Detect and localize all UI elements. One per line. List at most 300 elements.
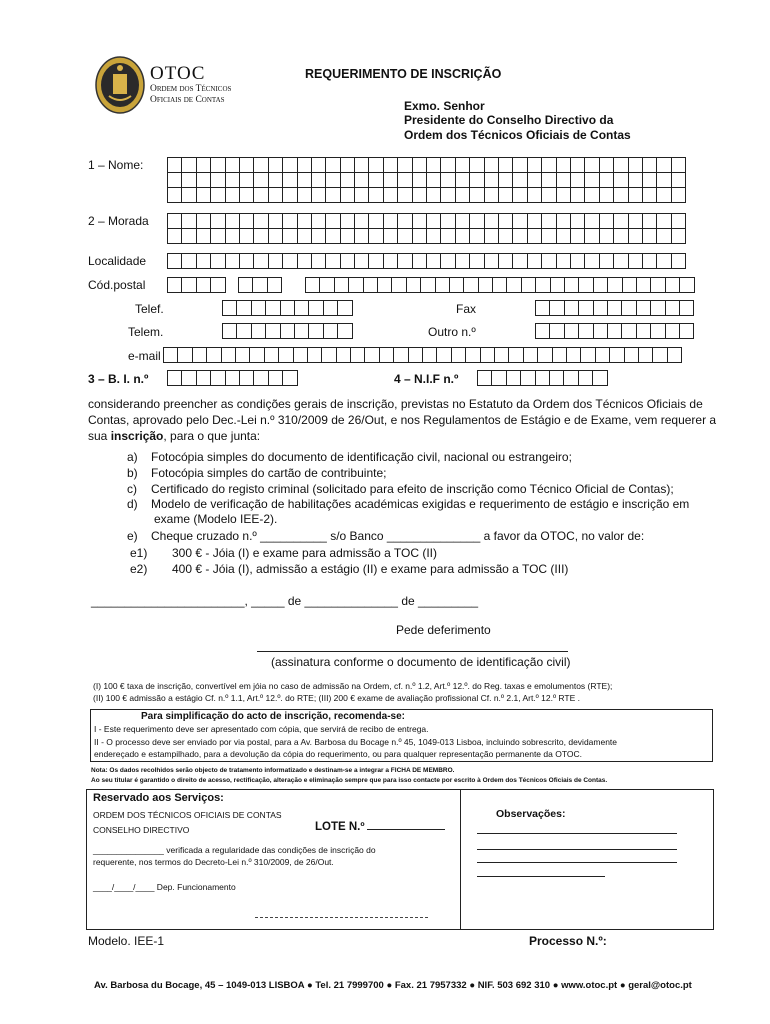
- char-cell[interactable]: [196, 228, 211, 244]
- char-cell[interactable]: [656, 172, 671, 188]
- char-cell[interactable]: [480, 347, 495, 363]
- char-cell[interactable]: [308, 323, 323, 339]
- char-cell[interactable]: [383, 213, 398, 229]
- char-cell[interactable]: [578, 323, 593, 339]
- char-cell[interactable]: [541, 157, 556, 173]
- char-cell[interactable]: [426, 213, 441, 229]
- char-cell[interactable]: [239, 187, 254, 203]
- char-cell[interactable]: [282, 228, 297, 244]
- char-cell[interactable]: [210, 213, 225, 229]
- char-cell[interactable]: [556, 172, 571, 188]
- char-cell[interactable]: [469, 228, 484, 244]
- char-cell[interactable]: [253, 213, 268, 229]
- char-cell[interactable]: [541, 228, 556, 244]
- char-cell[interactable]: [294, 323, 309, 339]
- char-cell[interactable]: [593, 323, 608, 339]
- char-cell[interactable]: [599, 172, 614, 188]
- char-cell[interactable]: [297, 157, 312, 173]
- char-cell[interactable]: [563, 370, 578, 386]
- char-cell[interactable]: [181, 370, 196, 386]
- char-cell[interactable]: [192, 347, 207, 363]
- char-cell[interactable]: [570, 213, 585, 229]
- char-cell[interactable]: [564, 323, 579, 339]
- char-cell[interactable]: [584, 213, 599, 229]
- char-cell[interactable]: [642, 187, 657, 203]
- char-cell[interactable]: [656, 228, 671, 244]
- char-cell[interactable]: [498, 213, 513, 229]
- char-cell[interactable]: [523, 347, 538, 363]
- char-cell[interactable]: [650, 300, 665, 316]
- char-cell[interactable]: [252, 277, 267, 293]
- char-cell[interactable]: [311, 187, 326, 203]
- char-cell[interactable]: [412, 157, 427, 173]
- char-cell[interactable]: [498, 253, 513, 269]
- char-cell[interactable]: [465, 347, 480, 363]
- char-cell[interactable]: [622, 277, 637, 293]
- char-cell[interactable]: [383, 228, 398, 244]
- char-cell[interactable]: [613, 228, 628, 244]
- char-cell[interactable]: [336, 347, 351, 363]
- char-cell[interactable]: [239, 253, 254, 269]
- char-cell[interactable]: [297, 172, 312, 188]
- char-cell[interactable]: [671, 228, 686, 244]
- char-cell[interactable]: [498, 157, 513, 173]
- char-cell[interactable]: [264, 347, 279, 363]
- char-cell[interactable]: [541, 187, 556, 203]
- char-cell[interactable]: [628, 172, 643, 188]
- char-cell[interactable]: [253, 172, 268, 188]
- char-cell[interactable]: [440, 187, 455, 203]
- char-cell[interactable]: [491, 370, 506, 386]
- char-cell[interactable]: [354, 172, 369, 188]
- char-cell[interactable]: [311, 157, 326, 173]
- char-cell[interactable]: [397, 172, 412, 188]
- char-cell[interactable]: [613, 213, 628, 229]
- char-cell[interactable]: [656, 213, 671, 229]
- char-cell[interactable]: [636, 323, 651, 339]
- input-outro[interactable]: [535, 323, 693, 339]
- input-nome-row1[interactable]: [167, 157, 685, 173]
- char-cell[interactable]: [621, 300, 636, 316]
- char-cell[interactable]: [426, 253, 441, 269]
- char-cell[interactable]: [578, 277, 593, 293]
- char-cell[interactable]: [268, 370, 283, 386]
- char-cell[interactable]: [368, 172, 383, 188]
- char-cell[interactable]: [642, 213, 657, 229]
- char-cell[interactable]: [638, 347, 653, 363]
- char-cell[interactable]: [613, 157, 628, 173]
- char-cell[interactable]: [325, 187, 340, 203]
- char-cell[interactable]: [578, 370, 593, 386]
- char-cell[interactable]: [253, 253, 268, 269]
- char-cell[interactable]: [613, 187, 628, 203]
- char-cell[interactable]: [397, 228, 412, 244]
- obs-line-2[interactable]: [477, 849, 677, 850]
- char-cell[interactable]: [508, 347, 523, 363]
- char-cell[interactable]: [268, 157, 283, 173]
- char-cell[interactable]: [484, 228, 499, 244]
- char-cell[interactable]: [210, 228, 225, 244]
- char-cell[interactable]: [368, 157, 383, 173]
- char-cell[interactable]: [535, 277, 550, 293]
- char-cell[interactable]: [225, 157, 240, 173]
- char-cell[interactable]: [325, 172, 340, 188]
- char-cell[interactable]: [210, 253, 225, 269]
- char-cell[interactable]: [469, 187, 484, 203]
- char-cell[interactable]: [282, 213, 297, 229]
- char-cell[interactable]: [265, 300, 280, 316]
- char-cell[interactable]: [578, 300, 593, 316]
- char-cell[interactable]: [268, 172, 283, 188]
- input-cod-postal-a[interactable]: [167, 277, 225, 293]
- char-cell[interactable]: [225, 213, 240, 229]
- char-cell[interactable]: [642, 172, 657, 188]
- char-cell[interactable]: [636, 277, 651, 293]
- char-cell[interactable]: [397, 157, 412, 173]
- char-cell[interactable]: [556, 187, 571, 203]
- char-cell[interactable]: [636, 300, 651, 316]
- char-cell[interactable]: [422, 347, 437, 363]
- char-cell[interactable]: [667, 347, 682, 363]
- char-cell[interactable]: [225, 187, 240, 203]
- char-cell[interactable]: [282, 157, 297, 173]
- char-cell[interactable]: [498, 228, 513, 244]
- char-cell[interactable]: [455, 157, 470, 173]
- char-cell[interactable]: [628, 253, 643, 269]
- char-cell[interactable]: [196, 277, 211, 293]
- char-cell[interactable]: [455, 187, 470, 203]
- char-cell[interactable]: [656, 157, 671, 173]
- char-cell[interactable]: [364, 347, 379, 363]
- char-cell[interactable]: [584, 253, 599, 269]
- char-cell[interactable]: [570, 157, 585, 173]
- char-cell[interactable]: [348, 277, 363, 293]
- char-cell[interactable]: [599, 213, 614, 229]
- char-cell[interactable]: [196, 157, 211, 173]
- char-cell[interactable]: [412, 253, 427, 269]
- char-cell[interactable]: [196, 213, 211, 229]
- char-cell[interactable]: [512, 172, 527, 188]
- char-cell[interactable]: [282, 253, 297, 269]
- char-cell[interactable]: [210, 157, 225, 173]
- char-cell[interactable]: [628, 187, 643, 203]
- char-cell[interactable]: [469, 253, 484, 269]
- char-cell[interactable]: [337, 323, 352, 339]
- char-cell[interactable]: [463, 277, 478, 293]
- char-cell[interactable]: [239, 370, 254, 386]
- char-cell[interactable]: [225, 228, 240, 244]
- char-cell[interactable]: [665, 323, 680, 339]
- char-cell[interactable]: [484, 253, 499, 269]
- char-cell[interactable]: [239, 228, 254, 244]
- char-cell[interactable]: [556, 253, 571, 269]
- char-cell[interactable]: [239, 157, 254, 173]
- char-cell[interactable]: [340, 172, 355, 188]
- char-cell[interactable]: [455, 253, 470, 269]
- char-cell[interactable]: [420, 277, 435, 293]
- input-nome-row2[interactable]: [167, 172, 685, 188]
- char-cell[interactable]: [599, 228, 614, 244]
- char-cell[interactable]: [196, 370, 211, 386]
- char-cell[interactable]: [607, 300, 622, 316]
- char-cell[interactable]: [520, 370, 535, 386]
- char-cell[interactable]: [249, 347, 264, 363]
- char-cell[interactable]: [253, 187, 268, 203]
- char-cell[interactable]: [613, 172, 628, 188]
- char-cell[interactable]: [584, 157, 599, 173]
- char-cell[interactable]: [225, 370, 240, 386]
- char-cell[interactable]: [679, 323, 694, 339]
- char-cell[interactable]: [393, 347, 408, 363]
- char-cell[interactable]: [656, 187, 671, 203]
- char-cell[interactable]: [268, 187, 283, 203]
- char-cell[interactable]: [196, 253, 211, 269]
- char-cell[interactable]: [311, 253, 326, 269]
- char-cell[interactable]: [512, 228, 527, 244]
- char-cell[interactable]: [167, 157, 182, 173]
- char-cell[interactable]: [570, 228, 585, 244]
- char-cell[interactable]: [656, 253, 671, 269]
- char-cell[interactable]: [671, 213, 686, 229]
- char-cell[interactable]: [319, 277, 334, 293]
- char-cell[interactable]: [383, 172, 398, 188]
- char-cell[interactable]: [484, 187, 499, 203]
- char-cell[interactable]: [321, 347, 336, 363]
- char-cell[interactable]: [440, 157, 455, 173]
- char-cell[interactable]: [556, 228, 571, 244]
- char-cell[interactable]: [408, 347, 423, 363]
- input-telem[interactable]: [222, 323, 352, 339]
- char-cell[interactable]: [570, 172, 585, 188]
- char-cell[interactable]: [253, 370, 268, 386]
- char-cell[interactable]: [267, 277, 282, 293]
- char-cell[interactable]: [210, 370, 225, 386]
- char-cell[interactable]: [340, 187, 355, 203]
- char-cell[interactable]: [368, 187, 383, 203]
- char-cell[interactable]: [435, 277, 450, 293]
- char-cell[interactable]: [535, 370, 550, 386]
- char-cell[interactable]: [334, 277, 349, 293]
- char-cell[interactable]: [498, 172, 513, 188]
- input-morada-row1[interactable]: [167, 213, 685, 229]
- char-cell[interactable]: [541, 213, 556, 229]
- char-cell[interactable]: [340, 157, 355, 173]
- char-cell[interactable]: [665, 277, 680, 293]
- char-cell[interactable]: [477, 370, 492, 386]
- input-cod-postal-b[interactable]: [238, 277, 281, 293]
- char-cell[interactable]: [628, 157, 643, 173]
- char-cell[interactable]: [455, 213, 470, 229]
- char-cell[interactable]: [440, 253, 455, 269]
- char-cell[interactable]: [455, 172, 470, 188]
- char-cell[interactable]: [652, 347, 667, 363]
- char-cell[interactable]: [469, 172, 484, 188]
- char-cell[interactable]: [527, 213, 542, 229]
- char-cell[interactable]: [354, 228, 369, 244]
- char-cell[interactable]: [535, 323, 550, 339]
- char-cell[interactable]: [628, 213, 643, 229]
- char-cell[interactable]: [512, 253, 527, 269]
- char-cell[interactable]: [268, 253, 283, 269]
- char-cell[interactable]: [196, 187, 211, 203]
- char-cell[interactable]: [650, 277, 665, 293]
- char-cell[interactable]: [239, 172, 254, 188]
- char-cell[interactable]: [426, 172, 441, 188]
- input-nome-row3[interactable]: [167, 187, 685, 203]
- char-cell[interactable]: [498, 187, 513, 203]
- char-cell[interactable]: [455, 228, 470, 244]
- char-cell[interactable]: [564, 277, 579, 293]
- input-bi[interactable]: [167, 370, 297, 386]
- char-cell[interactable]: [469, 157, 484, 173]
- char-cell[interactable]: [167, 253, 182, 269]
- char-cell[interactable]: [253, 157, 268, 173]
- char-cell[interactable]: [251, 323, 266, 339]
- char-cell[interactable]: [426, 187, 441, 203]
- char-cell[interactable]: [607, 323, 622, 339]
- char-cell[interactable]: [527, 228, 542, 244]
- char-cell[interactable]: [449, 277, 464, 293]
- char-cell[interactable]: [239, 213, 254, 229]
- char-cell[interactable]: [537, 347, 552, 363]
- char-cell[interactable]: [550, 277, 565, 293]
- char-cell[interactable]: [325, 213, 340, 229]
- char-cell[interactable]: [311, 228, 326, 244]
- char-cell[interactable]: [363, 277, 378, 293]
- char-cell[interactable]: [584, 228, 599, 244]
- char-cell[interactable]: [512, 187, 527, 203]
- char-cell[interactable]: [181, 187, 196, 203]
- char-cell[interactable]: [679, 277, 694, 293]
- char-cell[interactable]: [397, 187, 412, 203]
- char-cell[interactable]: [297, 213, 312, 229]
- char-cell[interactable]: [521, 277, 536, 293]
- char-cell[interactable]: [397, 253, 412, 269]
- obs-line-1[interactable]: [477, 833, 677, 834]
- char-cell[interactable]: [280, 323, 295, 339]
- char-cell[interactable]: [167, 213, 182, 229]
- char-cell[interactable]: [541, 172, 556, 188]
- char-cell[interactable]: [236, 323, 251, 339]
- char-cell[interactable]: [325, 157, 340, 173]
- char-cell[interactable]: [368, 213, 383, 229]
- char-cell[interactable]: [642, 157, 657, 173]
- char-cell[interactable]: [599, 253, 614, 269]
- char-cell[interactable]: [265, 323, 280, 339]
- char-cell[interactable]: [354, 253, 369, 269]
- char-cell[interactable]: [549, 300, 564, 316]
- char-cell[interactable]: [377, 277, 392, 293]
- char-cell[interactable]: [412, 187, 427, 203]
- char-cell[interactable]: [549, 323, 564, 339]
- char-cell[interactable]: [210, 187, 225, 203]
- char-cell[interactable]: [354, 187, 369, 203]
- char-cell[interactable]: [397, 213, 412, 229]
- char-cell[interactable]: [512, 213, 527, 229]
- char-cell[interactable]: [527, 157, 542, 173]
- char-cell[interactable]: [621, 323, 636, 339]
- char-cell[interactable]: [325, 253, 340, 269]
- char-cell[interactable]: [235, 347, 250, 363]
- char-cell[interactable]: [297, 228, 312, 244]
- char-cell[interactable]: [278, 347, 293, 363]
- char-cell[interactable]: [282, 370, 297, 386]
- char-cell[interactable]: [484, 172, 499, 188]
- char-cell[interactable]: [556, 213, 571, 229]
- char-cell[interactable]: [181, 253, 196, 269]
- char-cell[interactable]: [564, 300, 579, 316]
- char-cell[interactable]: [451, 347, 466, 363]
- char-cell[interactable]: [549, 370, 564, 386]
- char-cell[interactable]: [484, 157, 499, 173]
- char-cell[interactable]: [181, 157, 196, 173]
- char-cell[interactable]: [354, 157, 369, 173]
- char-cell[interactable]: [196, 172, 211, 188]
- char-cell[interactable]: [253, 228, 268, 244]
- char-cell[interactable]: [167, 187, 182, 203]
- char-cell[interactable]: [181, 277, 196, 293]
- char-cell[interactable]: [222, 323, 237, 339]
- char-cell[interactable]: [426, 228, 441, 244]
- char-cell[interactable]: [440, 172, 455, 188]
- char-cell[interactable]: [592, 370, 607, 386]
- char-cell[interactable]: [167, 172, 182, 188]
- char-cell[interactable]: [642, 228, 657, 244]
- char-cell[interactable]: [624, 347, 639, 363]
- char-cell[interactable]: [268, 228, 283, 244]
- char-cell[interactable]: [293, 347, 308, 363]
- char-cell[interactable]: [323, 323, 338, 339]
- char-cell[interactable]: [580, 347, 595, 363]
- char-cell[interactable]: [593, 300, 608, 316]
- char-cell[interactable]: [251, 300, 266, 316]
- char-cell[interactable]: [297, 253, 312, 269]
- char-cell[interactable]: [527, 172, 542, 188]
- char-cell[interactable]: [210, 277, 225, 293]
- char-cell[interactable]: [181, 213, 196, 229]
- char-cell[interactable]: [671, 187, 686, 203]
- char-cell[interactable]: [478, 277, 493, 293]
- char-cell[interactable]: [412, 172, 427, 188]
- input-fax[interactable]: [535, 300, 693, 316]
- input-cod-postal-localidade[interactable]: [305, 277, 694, 293]
- char-cell[interactable]: [506, 370, 521, 386]
- char-cell[interactable]: [383, 253, 398, 269]
- char-cell[interactable]: [527, 187, 542, 203]
- char-cell[interactable]: [236, 300, 251, 316]
- char-cell[interactable]: [642, 253, 657, 269]
- input-nif[interactable]: [477, 370, 607, 386]
- char-cell[interactable]: [570, 187, 585, 203]
- char-cell[interactable]: [225, 172, 240, 188]
- char-cell[interactable]: [340, 228, 355, 244]
- char-cell[interactable]: [607, 277, 622, 293]
- char-cell[interactable]: [311, 172, 326, 188]
- char-cell[interactable]: [426, 157, 441, 173]
- char-cell[interactable]: [671, 157, 686, 173]
- char-cell[interactable]: [163, 347, 178, 363]
- char-cell[interactable]: [566, 347, 581, 363]
- input-localidade[interactable]: [167, 253, 685, 269]
- char-cell[interactable]: [609, 347, 624, 363]
- char-cell[interactable]: [354, 213, 369, 229]
- char-cell[interactable]: [570, 253, 585, 269]
- char-cell[interactable]: [340, 253, 355, 269]
- char-cell[interactable]: [541, 253, 556, 269]
- char-cell[interactable]: [506, 277, 521, 293]
- char-cell[interactable]: [552, 347, 567, 363]
- char-cell[interactable]: [440, 213, 455, 229]
